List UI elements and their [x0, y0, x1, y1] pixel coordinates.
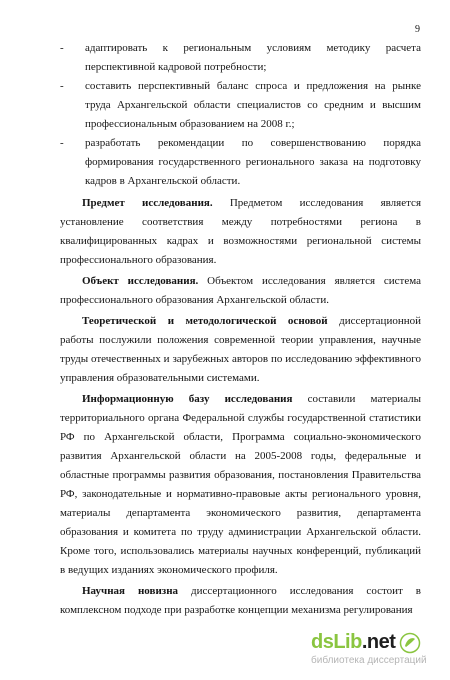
bullet-marker: -: [60, 42, 64, 54]
bullet-text: составить перспективный баланс спроса и предложения на рынке труда Архангельской области специалистов со средним и высшим профессиональным образованием на 2008 г.;: [85, 80, 421, 130]
bullet-text: адаптировать к региональным условиям методику расчета перспективной кадровой потребности;: [85, 42, 421, 73]
document-body: [60, 39, 421, 620]
page-number: 9: [415, 24, 420, 35]
paragraph-text: диссертационной работы послужили положения современной теории управления, научные труды отечественных и зарубежных авторов по исследованию эффективного управления образовательными системами.: [60, 315, 421, 384]
bullet-item: [60, 134, 421, 191]
paragraph-info-base: [60, 390, 421, 580]
paragraph-lead: Объект исследования.: [82, 275, 199, 287]
bullet-text: разработать рекомендации по совершенствованию порядка формирования государственного регионального заказа на подготовку кадров в Архангельской области.: [85, 137, 421, 187]
bullet-marker: -: [60, 80, 64, 92]
paragraph-object: [60, 272, 421, 310]
paragraph-text: диссертационного исследования состоит в комплексном подходе при разработке концепции механизма регулирования: [60, 585, 421, 616]
paragraph-novelty: [60, 582, 421, 620]
paragraph-lead: Научная новизна: [82, 585, 179, 597]
bullet-item: [60, 39, 421, 77]
paragraph-text: Объектом исследования является система профессионального образования Архангельской области.: [60, 275, 421, 306]
bullet-marker: -: [60, 137, 64, 149]
dslib-watermark: [311, 631, 436, 666]
dslib-logo: dsLib.net: [311, 631, 396, 653]
dslib-leaf-icon: [399, 632, 421, 654]
paragraph-subject: [60, 194, 421, 270]
bullet-item: [60, 77, 421, 134]
paragraph-lead: Информационную базу исследования: [82, 393, 293, 405]
dslib-subtitle: библиотека диссертаций: [311, 655, 427, 666]
paragraph-text: составили материалы территориального органа Федеральной службы государственной статистики РФ по Архангельской области, Программа социально-экономического развития Архангельской области на 2005-2008 годы, федеральные и областные программы развития образования, постановления Правительства РФ, законодательные и нормативно-правовые акты регионального уровня, материалы департамента экономического развития, департамента образования и комитета по труду администрации Архангельской области. Кроме того, использовались материалы научных конференций, публикаций в ведущих изданиях экономического профиля.: [60, 393, 421, 576]
paragraph-methodology: [60, 312, 421, 388]
paragraph-lead: Теоретической и методологической основой: [82, 315, 328, 327]
paragraph-lead: Предмет исследования.: [82, 197, 213, 209]
paragraph-text: Предметом исследования является установление соответствия между потребностями региона в квалифицированных кадрах и возможностями региональной системы профессионального образования.: [60, 197, 421, 266]
